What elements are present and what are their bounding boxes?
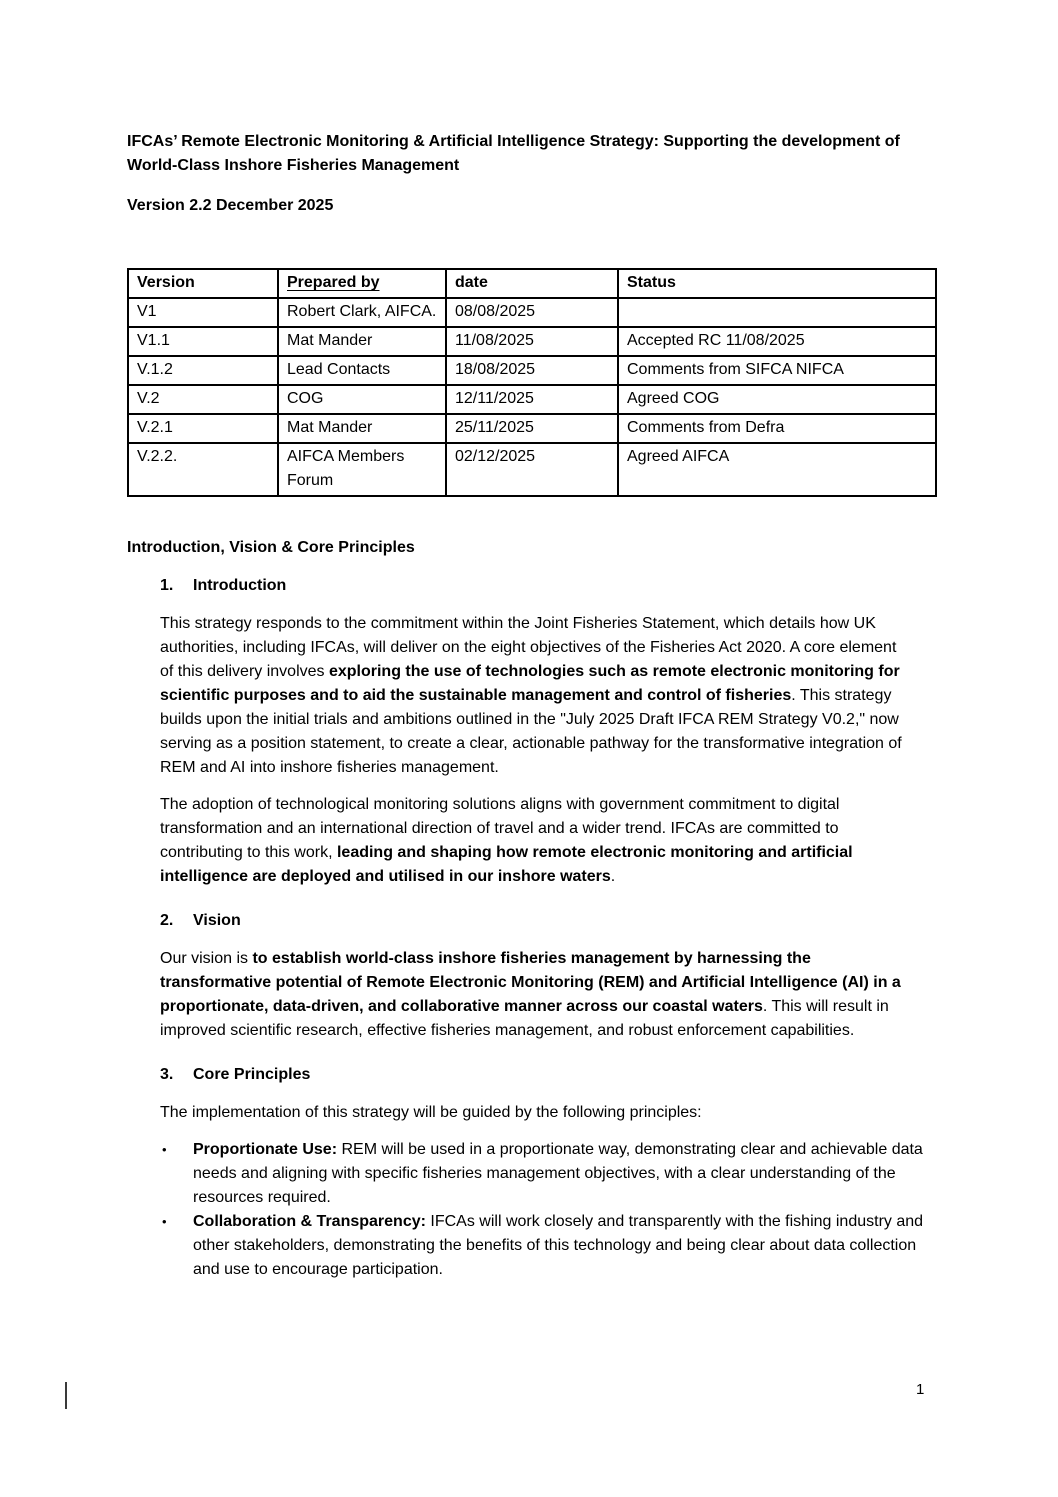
table-cell [618, 298, 936, 327]
subsection-heading-core-principles [127, 1063, 935, 1087]
table-cell: Mat Mander [278, 414, 446, 443]
version-line: Version 2.2 December 2025 [127, 197, 334, 214]
table-row [128, 443, 936, 496]
table-cell: 25/11/2025 [446, 414, 618, 443]
table-cell: Agreed COG [618, 385, 936, 414]
bullet-item-collaboration-transparency [160, 1210, 935, 1282]
table-cell: V.2.2. [128, 443, 278, 496]
paragraph-introduction-2: The adoption of technological monitoring solutions aligns with government commitment to digital transformation and an international direction of travel and a wider trend. IFCAs are committed to contributing to this work, leading and shaping how remote electronic monitoring and artificial intelligence are deployed and utilised in our inshore waters. [160, 796, 853, 885]
principles-bullet-list [127, 1138, 935, 1282]
version-table [127, 268, 937, 497]
version-table-head-row [128, 269, 936, 298]
table-cell: Lead Contacts [278, 356, 446, 385]
column-header-date: date [446, 269, 618, 298]
table-cell: V.1.2 [128, 356, 278, 385]
column-header-prepared-by: Prepared by [278, 269, 446, 298]
document-content [127, 130, 935, 1282]
paragraph-core-principles-1: The implementation of this strategy will be guided by the following principles: [160, 1104, 702, 1121]
paragraph-vision-1: Our vision is to establish world-class inshore fisheries management by harnessing the transformative potential of Remote Electronic Monitoring (REM) and Artificial Intelligence (AI) in a proportionate, data-driven, and collaborative manner across our coastal waters. This will result in improved scientific research, effective fisheries management, and robust enforcement capabilities. [160, 950, 901, 1039]
subsection-title: Vision [193, 912, 241, 929]
table-cell: Robert Clark, AIFCA. [278, 298, 446, 327]
table-cell: V1 [128, 298, 278, 327]
table-cell: V.2 [128, 385, 278, 414]
table-cell: Comments from Defra [618, 414, 936, 443]
subsection-heading-introduction [127, 574, 935, 598]
table-cell: 12/11/2025 [446, 385, 618, 414]
table-cell: V.2.1 [128, 414, 278, 443]
bullet-text: Proportionate Use: REM will be used in a proportionate way, demonstrating clear and achievable data needs and aligning with specific fisheries management objectives, with a clear understanding of the resources required. [193, 1141, 923, 1206]
bullet-item-proportionate-use [160, 1138, 935, 1210]
bullet-marker: • [162, 1214, 167, 1229]
section-heading: Introduction, Vision & Core Principles [127, 539, 415, 556]
page-number: 1 [916, 1381, 925, 1398]
subsection-number: 3. [160, 1066, 174, 1083]
bullet-text: Collaboration & Transparency: IFCAs will work closely and transparently with the fishing industry and other stakeholders, demonstrating the benefits of this technology and being clear about data collection and use to encourage participation. [193, 1213, 924, 1278]
table-row [128, 385, 936, 414]
table-cell: Comments from SIFCA NIFCA [618, 356, 936, 385]
table-row [128, 298, 936, 327]
page-title: IFCAs’ Remote Electronic Monitoring & Artificial Intelligence Strategy: Supporting the development of World-Class Inshore Fisheries Management [127, 133, 900, 174]
column-header-version: Version [128, 269, 278, 298]
subsection-title: Introduction [193, 577, 287, 594]
revision-change-bar [65, 1382, 67, 1409]
table-cell: AIFCA Members Forum [278, 443, 446, 496]
subsection-number: 2. [160, 912, 174, 929]
column-header-status: Status [618, 269, 936, 298]
table-row [128, 356, 936, 385]
table-cell: 02/12/2025 [446, 443, 618, 496]
table-cell: 11/08/2025 [446, 327, 618, 356]
paragraph-introduction-1: This strategy responds to the commitment within the Joint Fisheries Statement, which details how UK authorities, including IFCAs, will deliver on the eight objectives of the Fisheries Act 2020. A core element of this delivery involves exploring the use of technologies such as remote electronic monitoring for scientific purposes and to aid the sustainable management and control of fisheries. This strategy builds upon the initial trials and ambitions outlined in the "July 2025 Draft IFCA REM Strategy V0.2," now serving as a position statement, to create a clear, actionable pathway for the transformative integration of REM and AI into inshore fisheries management. [160, 615, 902, 776]
bullet-marker: • [162, 1142, 167, 1157]
table-cell: Agreed AIFCA [618, 443, 936, 496]
version-table-body [128, 298, 936, 496]
table-cell: Mat Mander [278, 327, 446, 356]
table-row [128, 414, 936, 443]
table-cell: 18/08/2025 [446, 356, 618, 385]
table-row [128, 327, 936, 356]
subsection-title: Core Principles [193, 1066, 311, 1083]
subsection-heading-vision [127, 909, 935, 933]
table-cell: V1.1 [128, 327, 278, 356]
table-cell: Accepted RC 11/08/2025 [618, 327, 936, 356]
subsection-number: 1. [160, 577, 174, 594]
table-cell: 08/08/2025 [446, 298, 618, 327]
table-cell: COG [278, 385, 446, 414]
